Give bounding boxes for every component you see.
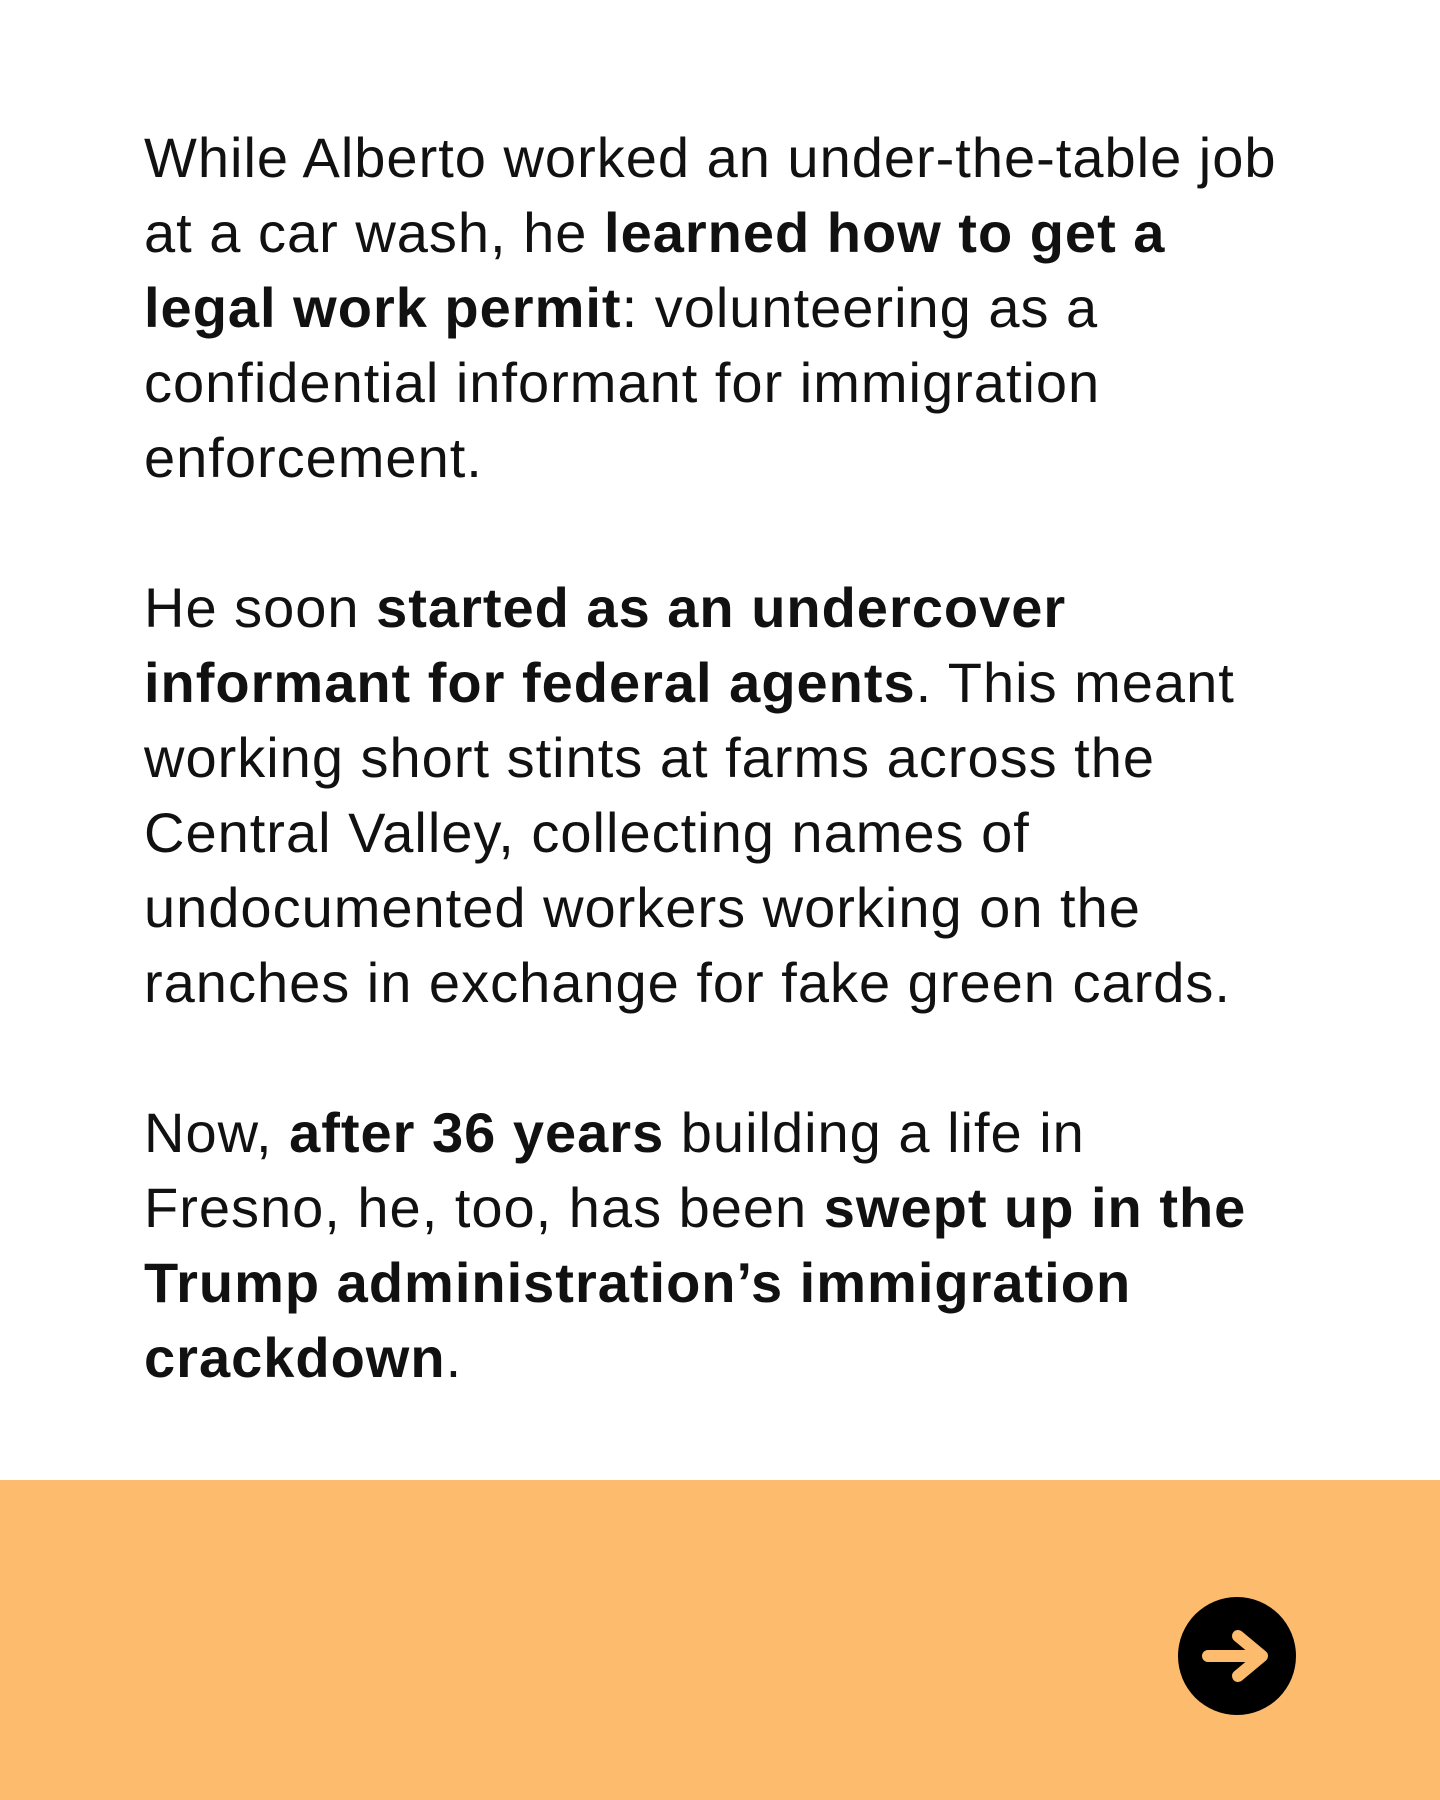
text-segment: Now, (144, 1101, 290, 1164)
text-segment: . (445, 1326, 463, 1389)
emphasis-segment: after 36 years (289, 1101, 665, 1164)
emphasis-segment: swept up in the Trump administration’s immigration crackdown (144, 1176, 1247, 1389)
text-segment: : volunteering as a confidential informant for immigration enforcement. (144, 276, 1101, 489)
text-segment: He soon (144, 576, 377, 639)
paragraph (144, 570, 1284, 1020)
emphasis-segment: started as an undercover informant for federal agents (144, 576, 1067, 714)
article-body (144, 120, 1284, 1395)
paragraph (144, 1095, 1284, 1395)
arrow-right-icon (1200, 1628, 1274, 1684)
next-button[interactable] (1178, 1597, 1296, 1715)
text-segment: While Alberto worked an under-the-table job at a car wash, he (144, 126, 1277, 264)
emphasis-segment: learned how to get a legal work permit (144, 201, 1166, 339)
paragraph (144, 120, 1284, 495)
text-segment: . This meant working short stints at farms across the Central Valley, collecting names of undocumented workers working on the ranches in exchange for fake green cards. (144, 651, 1235, 1014)
text-segment: building a life in Fresno, he, too, has been (144, 1101, 1085, 1239)
